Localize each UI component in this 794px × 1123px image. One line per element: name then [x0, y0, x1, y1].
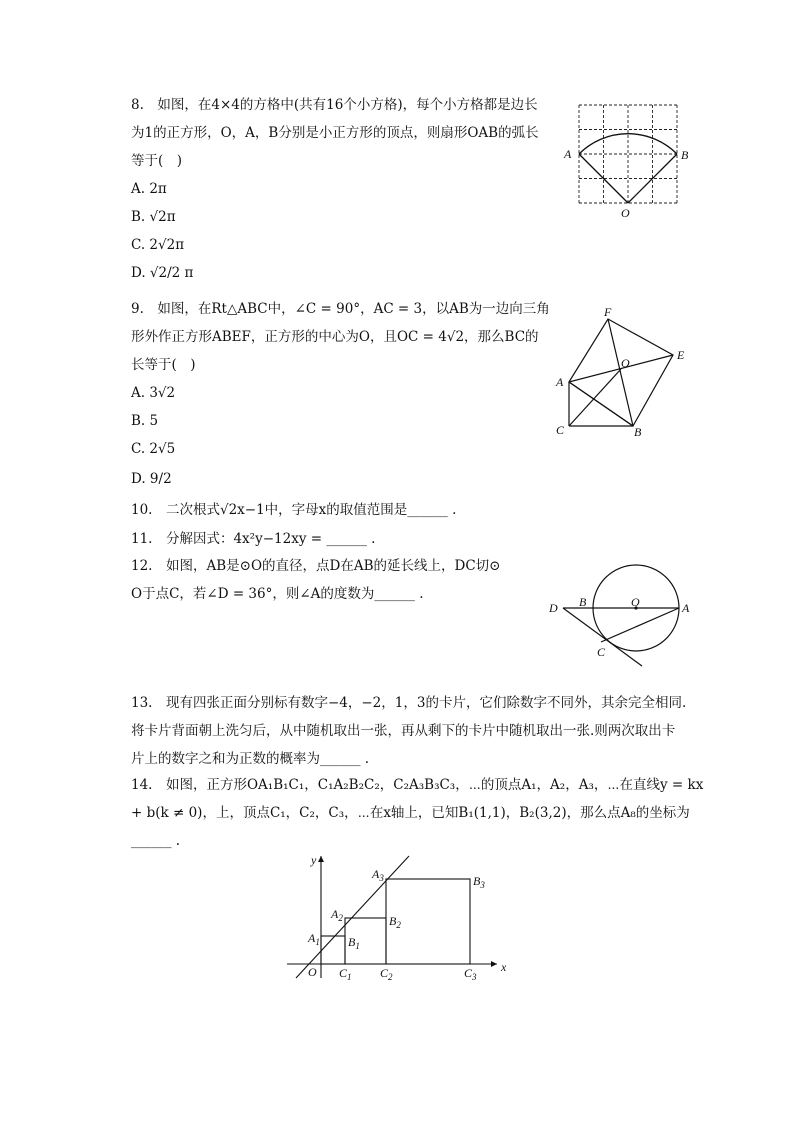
- q12-lines: [563, 565, 679, 666]
- q12-line2: O于点C，若∠D = 36°，则∠A的度数为______ .: [131, 586, 424, 602]
- q12-label-a: A: [682, 601, 690, 615]
- q14-label-o: O: [308, 965, 317, 979]
- q8-line1: 8. 如图，在4×4的方格中(共有16个小方格)，每个小方格都是边长: [131, 97, 538, 113]
- q8-label-a: A: [564, 147, 572, 161]
- q8-label-b: B: [681, 148, 689, 162]
- q14-label-c3: $C_3$: [464, 966, 477, 982]
- q8-line2: 为1的正方形，O，A，B分别是小正方形的顶点，则扇形OAB的弧长: [131, 125, 539, 141]
- q12-label-b: B: [579, 595, 587, 609]
- q14-line1: 14. 如图，正方形OA₁B₁C₁，C₁A₂B₂C₂，C₂A₃B₃C₃，⋯的顶点A₁，A₂，A₃，⋯在直线y = kx: [131, 777, 704, 793]
- q14-label-c2: $C_2$: [380, 966, 393, 982]
- q14-line2: + b(k ≠ 0)，上，顶点C₁，C₂，C₃，⋯在x轴上，已知B₁(1,1)，B₂(3,2)，那么点A₈的坐标为: [131, 805, 690, 821]
- q14-label-c1: $C_1$: [339, 966, 352, 982]
- q9-line3: 长等于( ): [131, 357, 196, 373]
- q14-x-arrow: [491, 961, 497, 967]
- q9-option-c: C. 2√5: [131, 441, 176, 457]
- q9-line2: 形外作正方形ABEF，正方形的中心为O，且OC = 4√2，那么BC的: [131, 329, 539, 345]
- q14-label-b1: $B_1$: [348, 935, 360, 951]
- q13-line1: 13. 现有四张正面分别标有数字−4，−2，1，3的卡片，它们除数字不同外，其余完全相同.: [131, 695, 687, 711]
- q8-line3: 等于( ): [131, 153, 183, 169]
- q12-label-c: C: [597, 645, 606, 659]
- q12-line1: 12. 如图，AB是⊙O的直径，点D在AB的延长线上，DC切⊙: [131, 558, 501, 574]
- q9-label-a: A: [556, 375, 564, 389]
- q14-label-b3: $B_3$: [473, 874, 485, 890]
- q14-label-y: y: [311, 853, 317, 867]
- q9-figure: [552, 303, 697, 438]
- q14-label-a2: $A_2$: [331, 907, 343, 923]
- q13-line3: 片上的数字之和为正数的概率为______ .: [131, 751, 370, 767]
- q13-line2: 将卡片背面朝上洗匀后，从中随机取出一张，再从剩下的卡片中随机取出一张.则两次取出卡: [131, 723, 676, 739]
- q12-figure: [545, 563, 700, 668]
- q14-label-a3: $A_3$: [372, 867, 384, 883]
- q14-label-x: x: [501, 960, 507, 974]
- q11-text: 11. 分解因式：4x²y−12xy = ______ .: [131, 531, 376, 547]
- q9-option-d: D. 9/2: [131, 471, 172, 487]
- q8-option-b: B. √2π: [131, 209, 176, 225]
- q14-line3: ______ .: [131, 833, 181, 849]
- q9-lines: [569, 319, 673, 426]
- q10-text: 10. 二次根式√2x−1中，字母x的取值范围是______ .: [131, 502, 457, 518]
- q12-label-o: O: [631, 595, 640, 609]
- q9-label-f: F: [604, 305, 612, 319]
- q9-label-e: E: [677, 348, 685, 362]
- q9-label-b: B: [634, 425, 642, 439]
- q12-label-d: D: [549, 601, 558, 615]
- q14-figure: [283, 850, 523, 985]
- q9-line1: 9. 如图，在Rt△ABC中，∠C = 90°，AC = 3，以AB为一边向三角: [131, 301, 550, 317]
- q8-option-c: C. 2√2π: [131, 237, 185, 253]
- q8-grid: [579, 105, 677, 203]
- q8-option-a: A. 2π: [131, 181, 167, 197]
- q14-y-arrow: [318, 856, 324, 862]
- q8-option-d: D. √2/2 π: [131, 265, 194, 281]
- q9-option-a: A. 3√2: [131, 385, 176, 401]
- q9-label-c: C: [556, 423, 565, 437]
- q8-label-o: O: [621, 206, 630, 220]
- q14-label-a1: $A_1$: [308, 931, 320, 947]
- q14-label-b2: $B_2$: [389, 914, 401, 930]
- q8-figure: [560, 98, 700, 223]
- q9-option-b: B. 5: [131, 413, 159, 429]
- q9-label-o: O: [621, 356, 630, 370]
